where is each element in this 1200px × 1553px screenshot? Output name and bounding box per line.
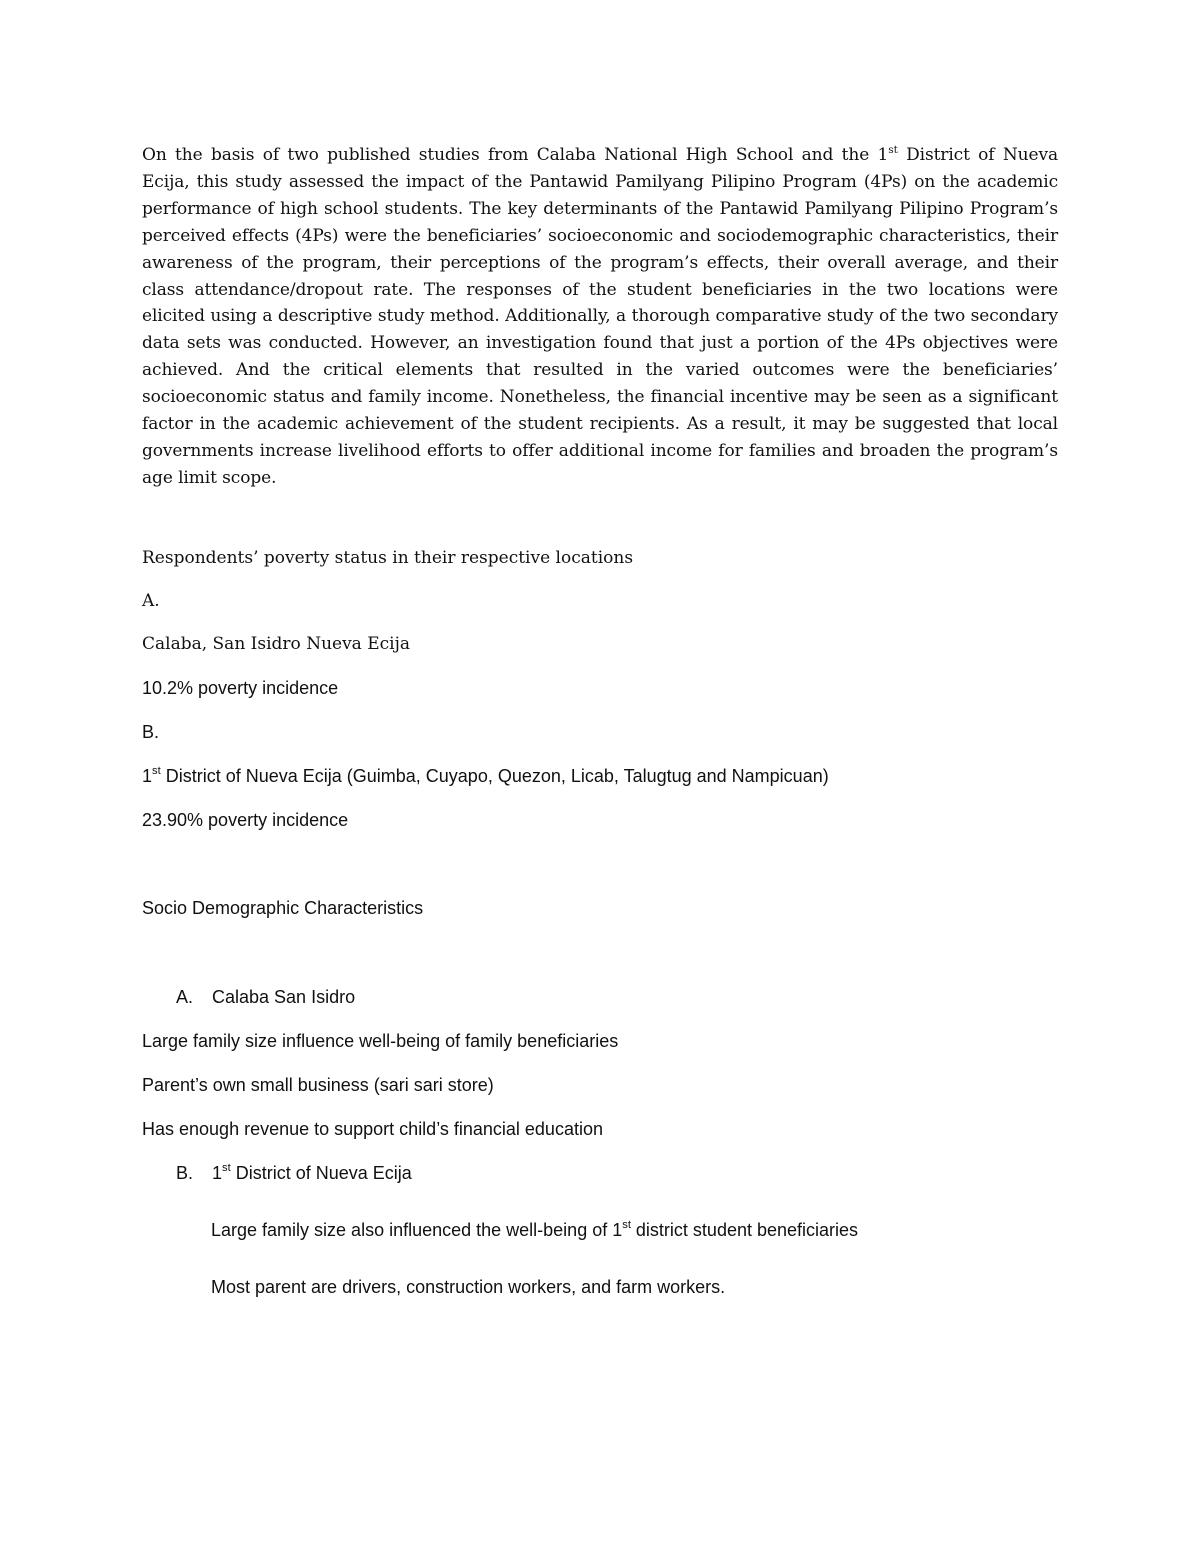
poverty-marker-b: B. bbox=[142, 722, 160, 742]
poverty-location-b-number: 1 bbox=[142, 766, 153, 786]
socio-list-item-a bbox=[176, 987, 355, 1008]
socio-label-b-number: 1 bbox=[212, 1163, 223, 1183]
socio-b-item-2: Most parent are drivers, construction workers, and farm workers. bbox=[211, 1277, 726, 1297]
superscript-st: st bbox=[152, 765, 161, 778]
poverty-location-b bbox=[142, 766, 829, 787]
poverty-location-b-text: District of Nueva Ecija (Guimba, Cuyapo, Quezon, Licab, Talugtug and Nampicuan) bbox=[160, 766, 829, 786]
poverty-location-a: Calaba, San Isidro Nueva Ecija bbox=[142, 634, 410, 654]
socio-a-item-1: Large family size influence well-being of family beneficiaries bbox=[142, 1031, 619, 1051]
socio-b-item-1-start: Large family size also influenced the well-being of 1 bbox=[211, 1220, 623, 1240]
poverty-incidence-b: 23.90% poverty incidence bbox=[142, 810, 349, 830]
socio-b-item-1 bbox=[211, 1220, 858, 1241]
socio-a-item-3: Has enough revenue to support child’s financial education bbox=[142, 1119, 603, 1139]
socio-b-item-1-end: district student beneficiaries bbox=[630, 1220, 859, 1240]
abstract-text-start: On the basis of two published studies from Calaba National High School and the 1 bbox=[142, 145, 889, 165]
socio-marker-b: B. bbox=[176, 1163, 194, 1183]
socio-label-b-text: District of Nueva Ecija bbox=[230, 1163, 412, 1183]
socio-list-item-b bbox=[176, 1163, 412, 1184]
socio-heading: Socio Demographic Characteristics bbox=[142, 898, 424, 918]
abstract-paragraph bbox=[142, 142, 1058, 492]
superscript-st: st bbox=[622, 1219, 631, 1232]
superscript-st: st bbox=[222, 1162, 231, 1175]
poverty-marker-a: A. bbox=[142, 591, 160, 611]
socio-label-a: Calaba San Isidro bbox=[212, 987, 356, 1007]
socio-a-item-2: Parent’s own small business (sari sari store) bbox=[142, 1075, 494, 1095]
abstract-text-rest: District of Nueva Ecija, this study assessed the impact of the Pantawid Pamilyang Pilipino Program (4Ps) on the academic performance of high school students. The key determinants of the Pantawid Pamilyang Pilipino Program’s perceived effects (4Ps) were the beneficiaries’ socioeconomic and sociodemographic characteristics, their awareness of the program, their perceptions of the program’s effects, their overall average, and their class attendance/dropout rate. The responses of the student beneficiaries in the two locations were elicited using a descriptive study method. Additionally, a thorough comparative study of the two secondary data sets was conducted. However, an investigation found that just a portion of the 4Ps objectives were achieved. And the critical elements that resulted in the varied outcomes were the beneficiaries’ socioeconomic status and family income. Nonetheless, the financial incentive may be seen as a significant factor in the academic achievement of the student recipients. As a result, it may be suggested that local governments increase livelihood efforts to offer additional income for families and broaden the program’s age limit scope. bbox=[142, 145, 1058, 488]
poverty-heading: Respondents’ poverty status in their respective locations bbox=[142, 548, 634, 568]
superscript-st: st bbox=[888, 143, 898, 156]
socio-marker-a: A. bbox=[176, 987, 194, 1007]
poverty-incidence-a: 10.2% poverty incidence bbox=[142, 678, 339, 698]
